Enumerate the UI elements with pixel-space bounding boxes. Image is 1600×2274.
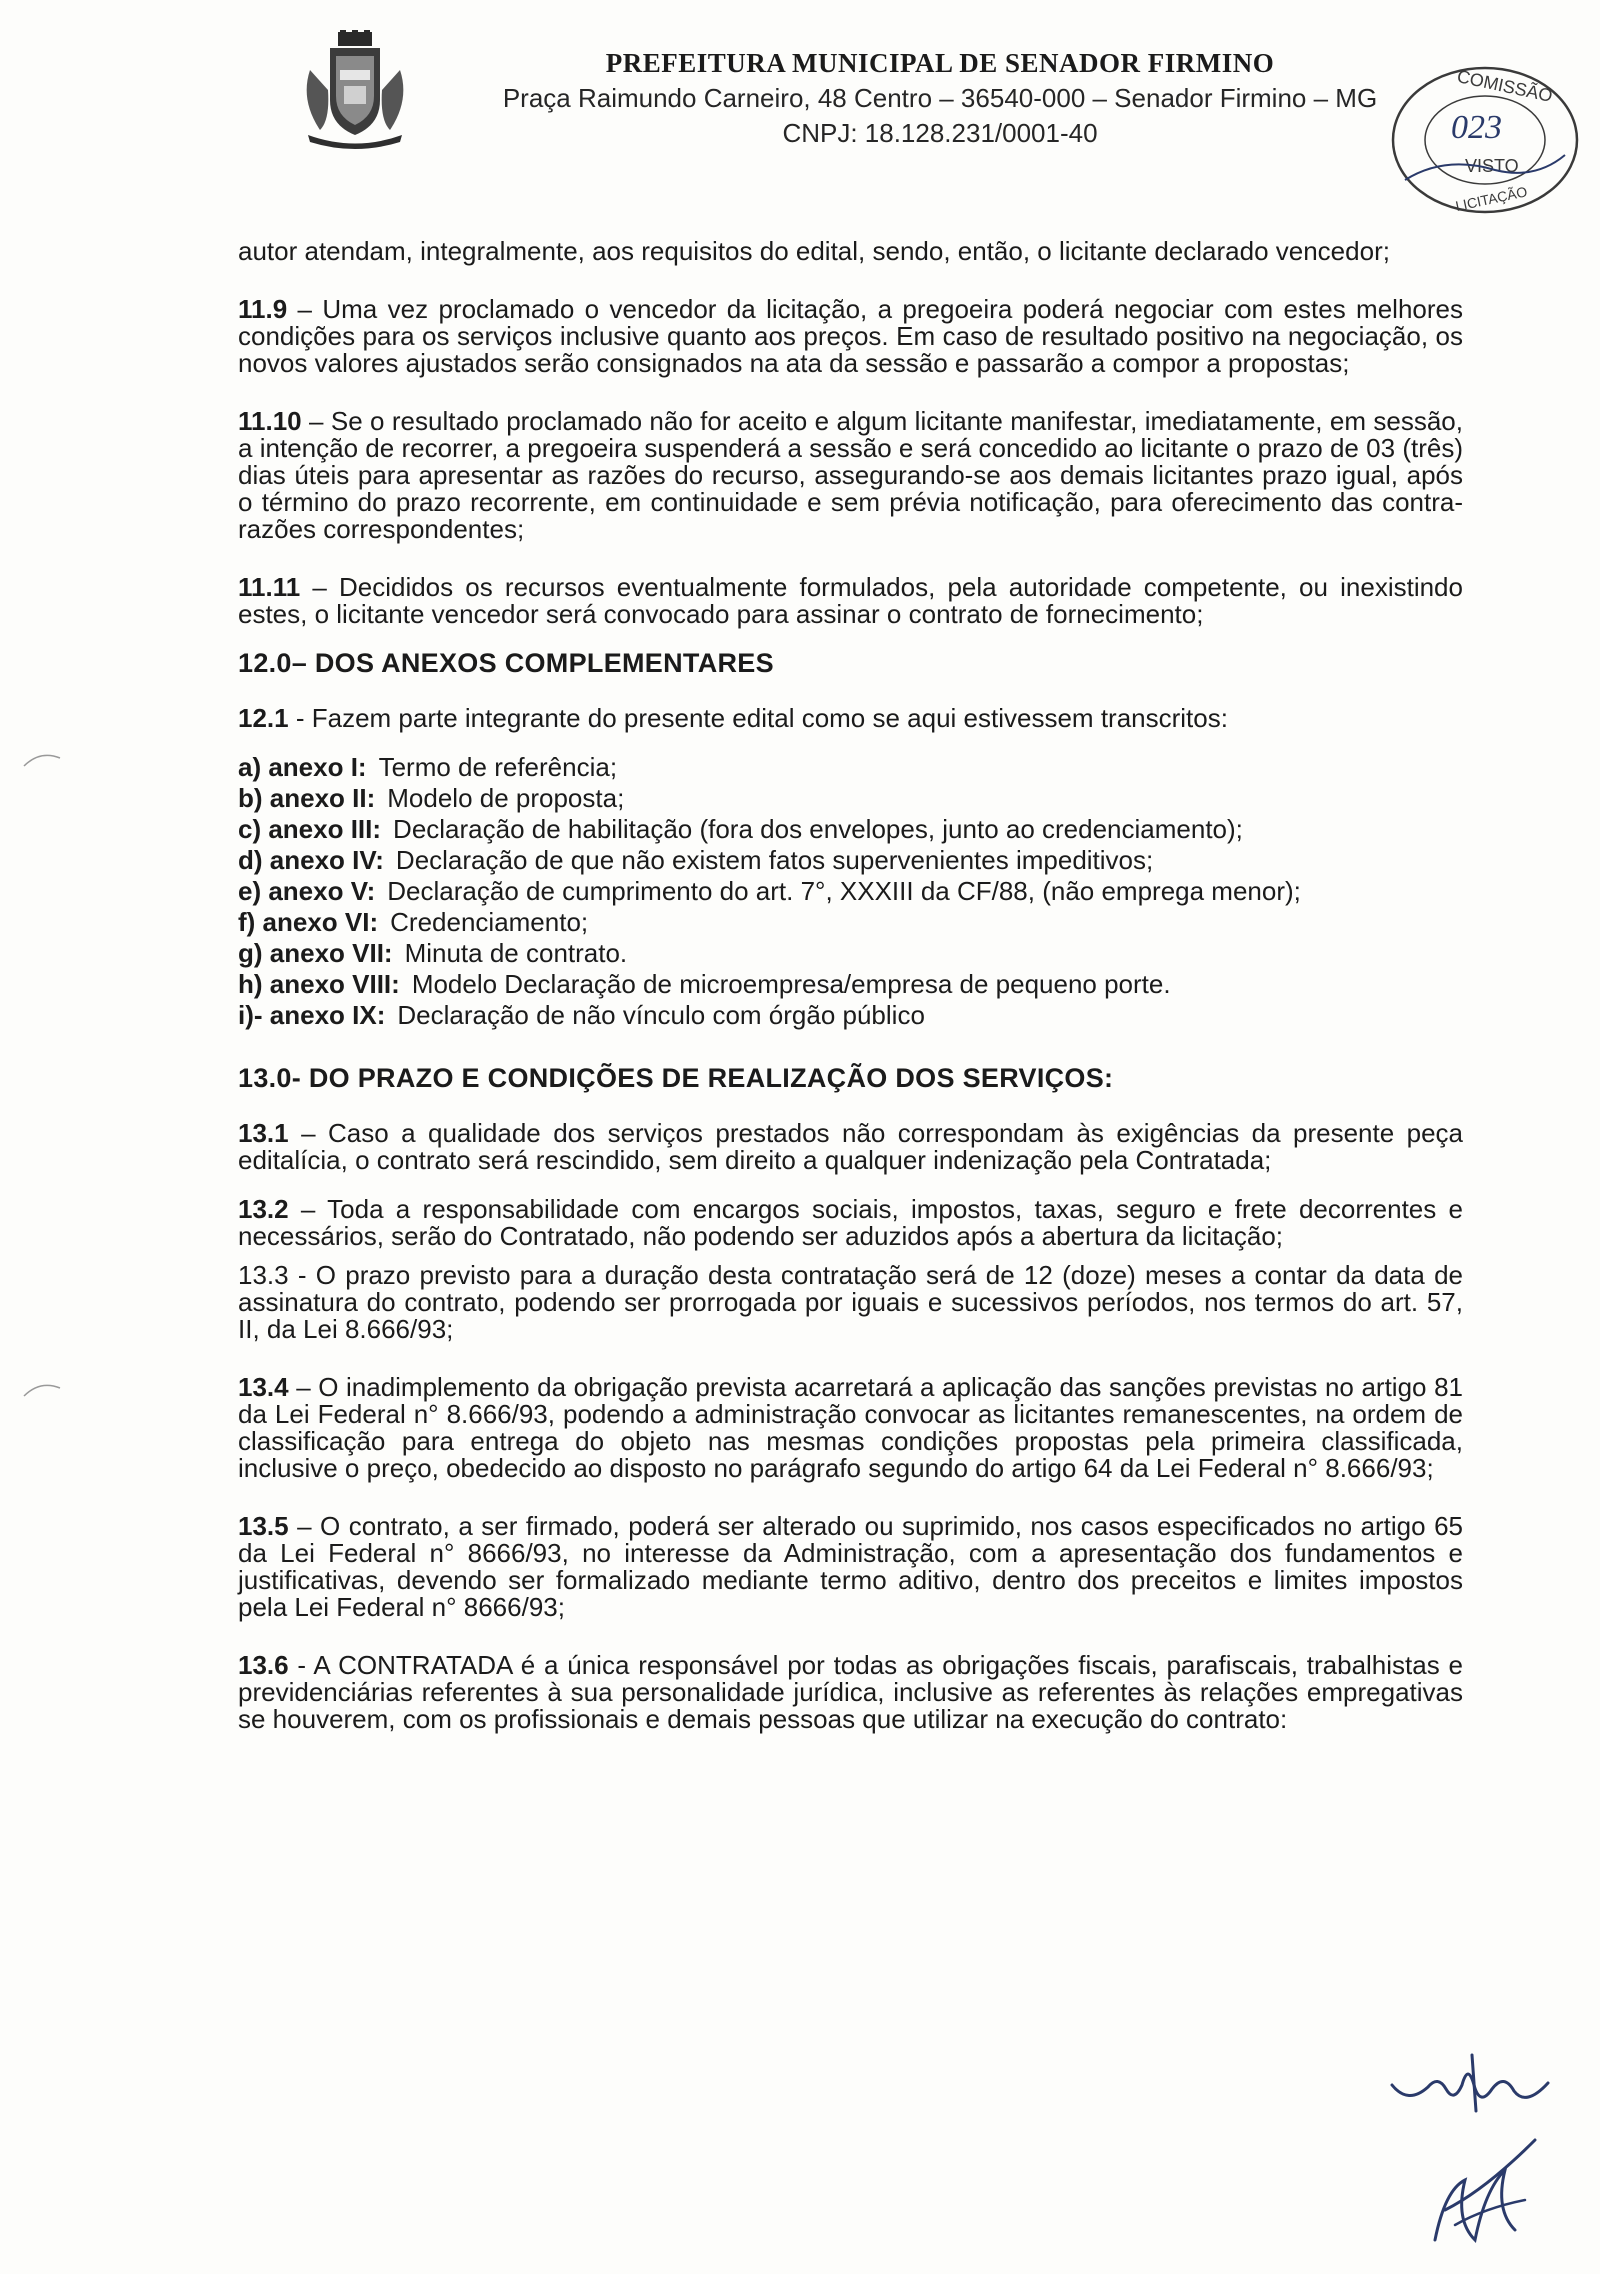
annex-text: Credenciamento; [390,907,589,937]
paragraph-intro: autor atendam, integralmente, aos requisitos do edital, sendo, então, o licitante declarado vencedor; [238,236,1390,266]
item-text: - O prazo previsto para a duração desta contratação será de 12 (doze) meses a contar da data de assinatura do contrato, podendo ser prorrogada por iguais e sucessivos períodos, nos termos do art. 57, II, da Lei 8.666/93; [238,1260,1463,1344]
annex-text: Modelo de proposta; [387,783,625,813]
paragraph-13-1 [238,1120,1463,1174]
item-text: – Uma vez proclamado o vencedor da licitação, a pregoeira poderá negociar com estes melhores condições para os serviços inclusive quanto aos preços. Em caso de resultado positivo na negociação, os novos valores ajustados serão consignados na ata da sessão e passarão a compor a propostas; [238,294,1463,378]
item-text: – Decididos os recursos eventualmente formulados, pela autoridade competente, ou inexistindo estes, o licitante vencedor será convocado para assinar o contrato de fornecimento; [238,572,1463,629]
municipal-coat-of-arms-icon [300,30,410,150]
paragraph-13-5 [238,1513,1463,1621]
letterhead-text [450,48,1430,149]
annex-label: b) anexo II: [238,783,376,813]
item-text: – O contrato, a ser firmado, poderá ser alterado ou suprimido, nos casos especificados no artigo 65 da Lei Federal n° 8666/93, no interesse da Administração, com a apresentação dos fundamentos e justificativas, devendo ser formalizado mediante termo aditivo, dentro dos preceitos e limites impostos pela Lei Federal n° 8666/93; [238,1511,1463,1622]
annex-item [238,814,1463,845]
paragraph-11-10 [238,408,1463,543]
annex-text: Declaração de que não existem fatos supervenientes impeditivos; [395,845,1154,875]
commission-stamp [1385,60,1585,220]
margin-mark [22,1378,62,1398]
item-text: – Se o resultado proclamado não for aceito e algum licitante manifestar, imediatamente, em sessão, a intenção de recorrer, a pregoeira suspenderá a sessão e será concedido ao licitante o prazo de 03 (três) dias úteis para apresentar as razões do recurso, assegurando-se aos demais licitantes prazo igual, após o término do prazo recorrente, em continuidade e sem prévia notificação, para oferecimento das contra-razões correspondentes; [238,406,1463,544]
annex-item [238,845,1463,876]
letterhead [0,0,1600,215]
annex-text: Termo de referência; [378,752,618,782]
stamp-bottom-text: LICITAÇÃO [1453,183,1529,215]
item-number: 13.4 [238,1372,289,1402]
item-number: 13.3 [238,1260,289,1290]
annex-item [238,876,1463,907]
annex-item [238,969,1463,1000]
paragraph-13-6 [238,1652,1463,1733]
stamp-top-text: COMISSÃO [1455,66,1555,106]
item-number: 13.2 [238,1194,289,1224]
item-text: – Caso a qualidade dos serviços prestados não correspondam às exigências da presente peça editalícia, o contrato será rescindido, sem direito a qualquer indenização pela Contratada; [238,1118,1463,1175]
item-number: 11.11 [238,572,301,602]
annex-text: Modelo Declaração de microempresa/empresa de pequeno porte. [411,969,1171,999]
stamp-mark-text: VISTO [1465,156,1519,176]
item-number: 12.1 [238,703,289,733]
annex-label: h) anexo VIII: [238,969,400,999]
item-number: 13.1 [238,1118,289,1148]
annex-text: Declaração de não vínculo com órgão público [397,1000,925,1030]
annex-item [238,752,1463,783]
paragraph-11-11 [238,574,1463,628]
paragraph-12-1 [238,705,1463,732]
section-12-heading: 12.0– DOS ANEXOS COMPLEMENTARES [238,648,774,678]
annex-label: a) anexo I: [238,752,367,782]
annex-item [238,1000,1463,1031]
item-number: 13.5 [238,1511,289,1541]
handwritten-signature [1388,2045,1558,2115]
item-number: 11.9 [238,294,288,324]
handwritten-initials [1415,2130,1545,2260]
annex-text: Minuta de contrato. [404,938,628,968]
paragraph-13-2 [238,1196,1463,1250]
item-text: - Fazem parte integrante do presente edital como se aqui estivessem transcritos: [295,703,1228,733]
annex-label: d) anexo IV: [238,845,384,875]
item-text: – O inadimplemento da obrigação prevista acarretará a aplicação das sanções previstas no artigo 81 da Lei Federal n° 8.666/93, podendo a administração convocar as licitantes remanescentes, na ordem de classificação para entrega do objeto nas mesmas condições propostas pela primeira classificada, inclusive o preço, obedecido ao disposto no parágrafo segundo do artigo 64 da Lei Federal n° 8.666/93; [238,1372,1463,1483]
annex-label: e) anexo V: [238,876,376,906]
item-text: – Toda a responsabilidade com encargos sociais, impostos, taxas, seguro e frete decorrentes e necessários, serão do Contratado, não podendo ser aduzidos após a abertura da licitação; [238,1194,1463,1251]
annex-item [238,783,1463,814]
annex-item [238,938,1463,969]
document-body [238,238,1463,1764]
annex-list [238,752,1463,1031]
margin-mark [22,748,62,768]
paragraph-13-4 [238,1374,1463,1482]
annex-text: Declaração de habilitação (fora dos envelopes, junto ao credenciamento); [393,814,1243,844]
section-13-heading: 13.0- DO PRAZO E CONDIÇÕES DE REALIZAÇÃO DOS SERVIÇOS: [238,1063,1114,1093]
annex-label: g) anexo VII: [238,938,393,968]
annex-text: Declaração de cumprimento do art. 7°, XXXIII da CF/88, (não emprega menor); [387,876,1301,906]
item-text: - A CONTRATADA é a única responsável por todas as obrigações fiscais, parafiscais, trabalhistas e previdenciárias referentes à sua personalidade jurídica, inclusive as referentes às relações empregativas se houverem, com os profissionais e demais pessoas que utilizar na execução do contrato: [238,1650,1463,1734]
annex-item [238,907,1463,938]
paragraph-13-3 [238,1262,1463,1343]
item-number: 13.6 [238,1650,289,1680]
annex-label: i)- anexo IX: [238,1000,386,1030]
municipality-cnpj: CNPJ: 18.128.231/0001-40 [782,118,1098,148]
annex-label: f) anexo VI: [238,907,379,937]
annex-label: c) anexo III: [238,814,382,844]
municipality-name: PREFEITURA MUNICIPAL DE SENADOR FIRMINO [605,48,1275,78]
stamp-page-number: 023 [1451,109,1502,146]
paragraph-11-9 [238,296,1463,377]
municipality-address: Praça Raimundo Carneiro, 48 Centro – 36540-000 – Senador Firmino – MG [502,83,1378,113]
item-number: 11.10 [238,406,302,436]
